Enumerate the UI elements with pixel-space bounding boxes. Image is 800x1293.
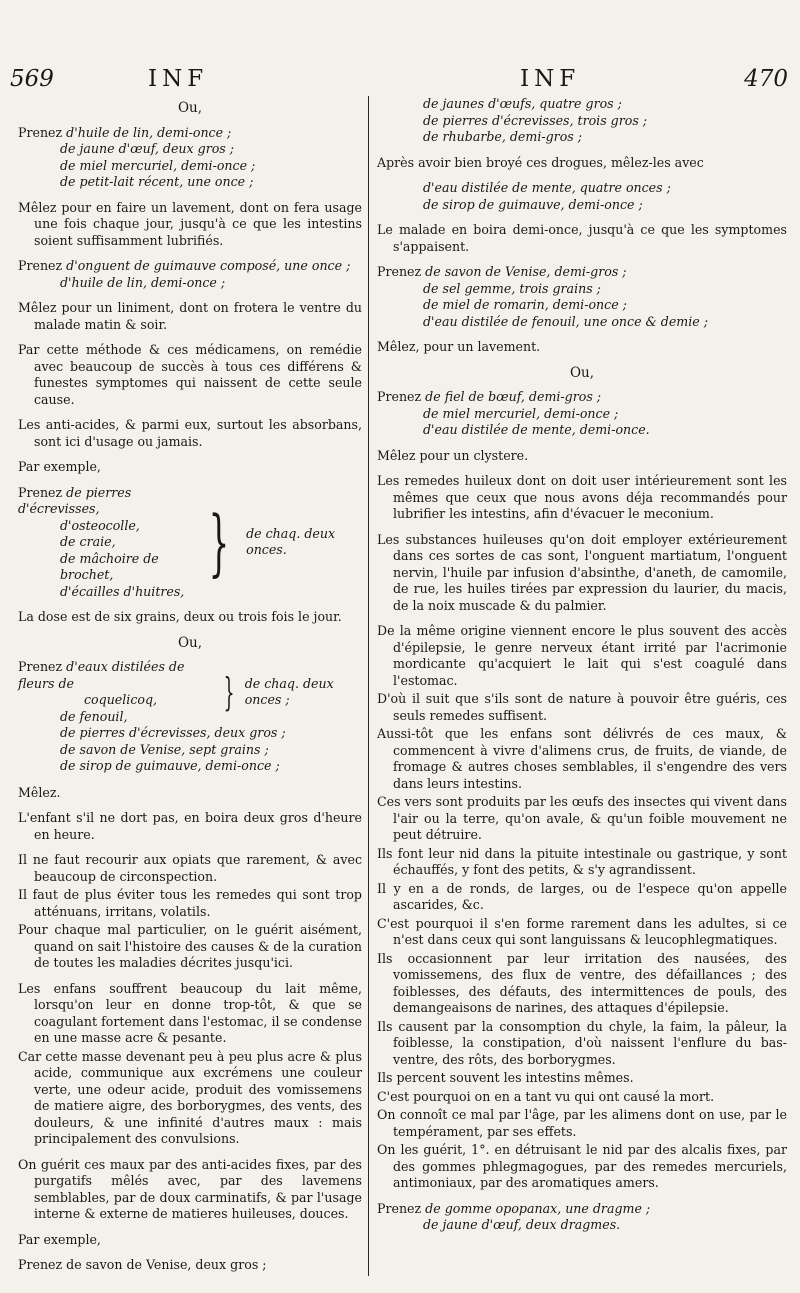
recipe-line: de fenouil,	[60, 708, 128, 724]
recipe-line: d'osteocolle,	[60, 517, 140, 533]
recipe-line: de pierres d'écrevisses, trois gros ;	[423, 112, 648, 128]
paragraph: Ils causent par la consomption du chyle, la faim, la pâleur, la foiblesse, la constipation, d'où naissent l'enflure du bas-ventre, des rôts, des borborygmes.	[377, 1018, 787, 1067]
recipe-line: de rhubarbe, demi-gros ;	[423, 129, 582, 144]
recipe-lead: Prenez	[18, 484, 63, 500]
recipe-line: de mâchoire de brochet,	[60, 550, 159, 582]
recipe	[377, 389, 787, 439]
ou-separator: Ou,	[177, 100, 203, 116]
paragraph: Les enfans souffrent beaucoup du lait même, lorsqu'on leur en donne trop-tôt, & que se coagulant fortement dans l'estomac, il se condense en une masse acre & pesante.	[18, 980, 362, 1045]
recipe-line: d'eau distilée de mente, demi-once.	[423, 422, 650, 437]
paragraph: Mêlez.	[18, 784, 61, 800]
braced-recipe	[18, 485, 362, 601]
paragraph: Car cette masse devenant peu à peu plus acre & plus acide, communique aux excrémens une couleur verte, une odeur acide, produit des vomissemens de matiere aigre, des borborygmes, des vents, des douleurs, & une infinité d'autres maux : mais principalement des convulsions.	[18, 1048, 362, 1146]
paragraph: Il ne faut recourir aux opiats que rarement, & avec beaucoup de circonspection.	[18, 852, 362, 884]
ou-separator: Ou,	[177, 634, 203, 651]
paragraph: C'est pourquoi il s'en forme rarement dans les adultes, si ce n'est dans ceux qui sont languissans & leucophlegmatiques.	[377, 915, 787, 947]
recipe-line: de sirop de guimauve, demi-once ;	[423, 196, 643, 212]
recipe-line: de jaune d'œuf, deux gros ;	[60, 141, 235, 156]
recipe-line: d'huile de lin, demi-once ;	[66, 124, 232, 140]
paragraph: Les substances huileuses qu'on doit employer extérieurement dans ces sortes de cas sont, l'onguent martiatum, l'onguent nervin, l'huile par infusion d'absinthe, d'aneth, de camomile, de rue, les huiles tirées par expression du laurier, du macis, de la noix muscade & du palmier.	[377, 531, 787, 613]
recipe-line: de sirop de guimauve, demi-once ;	[60, 758, 280, 773]
recipe-line: de jaunes d'œufs, quatre gros ;	[423, 96, 622, 111]
recipe-line: de craie,	[60, 534, 116, 549]
paragraph: On guérit ces maux par des anti-acides fixes, par des purgatifs mêlés avec, par des lavemens semblables, par de doux carminatifs, & par l'usage interne & externe de matieres huileuses, douces.	[18, 1156, 362, 1221]
paragraph: Pour chaque mal particulier, on le guérit aisément, quand on sait l'histoire des causes & de la curation de toutes les maladies décrites jusqu'ici.	[18, 922, 362, 970]
recipe-line: de jaune d'œuf, deux dragmes.	[423, 1217, 621, 1232]
recipe-line: d'huile de lin, demi-once ;	[60, 274, 226, 290]
paragraph: Les remedes huileux dont on doit user intérieurement sont les mêmes que ceux que nous avons déja recommandés pour lubrifier les intestins, afin d'évacuer le meconium.	[377, 473, 787, 521]
paragraph: L'enfant s'il ne dort pas, en boira deux gros d'heure en heure.	[18, 810, 362, 842]
paragraph: Mêlez, pour un lavement.	[377, 339, 541, 354]
paragraph: Ils occasionnent par leur irritation des nausées, des vomissemens, des flux de ventre, des défaillances ; des foiblesses, des défauts, des intermittences de pouls, des demangeaisons de narines, des attaques d'épilepsie.	[377, 950, 787, 1015]
left-page-number: 569	[10, 66, 54, 92]
recipe-line: de savon de Venise, demi-gros ;	[425, 264, 627, 279]
braced-recipe	[18, 659, 362, 725]
paragraph: Il faut de plus éviter tous les remedes qui sont trop atténuans, irritans, volatils.	[18, 887, 362, 919]
recipe-lead: Prenez	[18, 258, 63, 273]
paragraph: On connoît ce mal par l'âge, par les alimens dont on use, par le tempérament, par ses effets.	[377, 1107, 787, 1139]
left-running-word: INF	[148, 66, 209, 92]
right-page-number: 470	[744, 66, 788, 92]
recipe-lead: Prenez	[377, 1200, 422, 1216]
recipe-line: de gomme opopanax, une dragme ;	[425, 1200, 651, 1216]
column-divider	[368, 96, 369, 1276]
paragraph: Ils font leur nid dans la pituite intestinale ou gastrique, y sont échauffés, y font des petits, & s'y agrandissent.	[377, 845, 787, 877]
recipe-lead: Prenez	[377, 389, 422, 404]
brace-note: de chaq. deux onces ;	[244, 675, 334, 707]
recipe-line: d'eaux distilées de fleurs de	[18, 659, 185, 691]
recipe-line: de pierres d'écrevisses, deux gros ;	[60, 725, 286, 740]
right-column	[377, 96, 787, 1243]
brace-note: de chaq. deux onces.	[246, 525, 336, 558]
paragraph: De la même origine viennent encore le plus souvent des accès d'épilepsie, le genre nerveux étant irrité par l'acrimonie mordicante qu'acquiert le lait qui s'est coagulé dans l'estomac.	[377, 623, 787, 688]
recipe-line: de petit-lait récent, une once ;	[60, 174, 254, 189]
paragraph: Il y en a de ronds, de larges, ou de l'espece qu'on appelle ascarides, &c.	[377, 880, 787, 912]
paragraph: Mêlez pour un liniment, dont on frotera le ventre du malade matin & soir.	[18, 300, 362, 332]
curly-brace: }	[223, 670, 235, 714]
paragraph: La dose est de six grains, deux ou trois fois le jour.	[18, 609, 342, 624]
curly-brace: }	[208, 500, 230, 585]
paragraph: C'est pourquoi on en a tant vu qui ont causé la mort.	[377, 1088, 715, 1104]
paragraph: Ces vers sont produits par les œufs des insectes qui vivent dans l'air ou la terre, qu'on avale, & qu'un foible mouvement ne peut détruire.	[377, 794, 787, 842]
recipe-lead: Prenez	[18, 659, 63, 674]
paragraph: Par exemple,	[18, 1231, 101, 1247]
paragraph: Le malade en boira demi-once, jusqu'à ce que les symptomes s'appaisent.	[377, 222, 787, 254]
paragraph: Les anti-acides, & parmi eux, surtout les absorbans, sont ici d'usage ou jamais.	[18, 417, 362, 449]
paragraph: On les guérit, 1°. en détruisant le nid par des alcalis fixes, par des gommes phlegmagogues, par des remedes mercuriels, antimoniaux, par des aromatiques amers.	[377, 1142, 787, 1190]
right-running-word: INF	[520, 66, 581, 92]
paragraph: Mêlez pour un clystere.	[377, 447, 529, 463]
recipe	[377, 180, 787, 213]
recipe-line: d'onguent de guimauve composé, une once ;	[66, 258, 351, 273]
paragraph: D'où il suit que s'ils sont de nature à pouvoir être guéris, ces seuls remedes suffisent.	[377, 691, 787, 723]
recipe-line: d'eau distilée de fenouil, une once & demie ;	[423, 313, 708, 329]
recipe-line: de miel mercuriel, demi-once ;	[423, 405, 619, 421]
recipe-line: de sel gemme, trois grains ;	[423, 280, 601, 296]
recipe-lead: Prenez	[18, 124, 63, 140]
recipe-line: coquelicoq,	[84, 692, 158, 707]
recipe	[18, 258, 362, 291]
recipe	[377, 96, 787, 146]
recipe-line: de miel mercuriel, demi-once ;	[60, 157, 256, 173]
paragraph: Aussi-tôt que les enfans sont délivrés de ces maux, & commencent à vivre d'alimens crus, de fruits, de viande, de fromage & autres choses semblables, il s'engendre des vers dans leurs intestins.	[377, 726, 787, 791]
recipe-line: de miel de romarin, demi-once ;	[423, 297, 627, 312]
paragraph: Par exemple,	[18, 459, 101, 474]
recipe-line: de fiel de bœuf, demi-gros ;	[425, 389, 602, 404]
paragraph: Après avoir bien broyé ces drogues, mêlez-les avec	[377, 154, 704, 170]
paragraph: Par cette méthode & ces médicamens, on remédie avec beaucoup de succès à tous ces différens & funestes symptomes qui naissent de cette seule cause.	[18, 342, 362, 407]
recipe	[377, 264, 787, 330]
recipe-lead: Prenez	[377, 264, 422, 279]
paragraph: Ils percent souvent les intestins mêmes.	[377, 1070, 634, 1085]
left-column	[18, 96, 362, 1283]
recipe-line: de savon de Venise, sept grains ;	[60, 741, 269, 757]
recipe	[18, 125, 362, 191]
paragraph: Mêlez pour en faire un lavement, dont on fera usage une fois chaque jour, jusqu'à ce que les intestins soient suffisamment lubrifiés.	[18, 199, 362, 248]
recipe	[18, 659, 362, 775]
recipe-line: de pierres d'écrevisses,	[18, 484, 132, 516]
recipe	[377, 1201, 787, 1234]
recipe-line: d'écailles d'huitres,	[60, 583, 185, 599]
paragraph: Prenez de savon de Venise, deux gros ;	[18, 1257, 267, 1272]
ou-separator: Ou,	[569, 364, 595, 381]
recipe-line: d'eau distilée de mente, quatre onces ;	[423, 180, 671, 195]
